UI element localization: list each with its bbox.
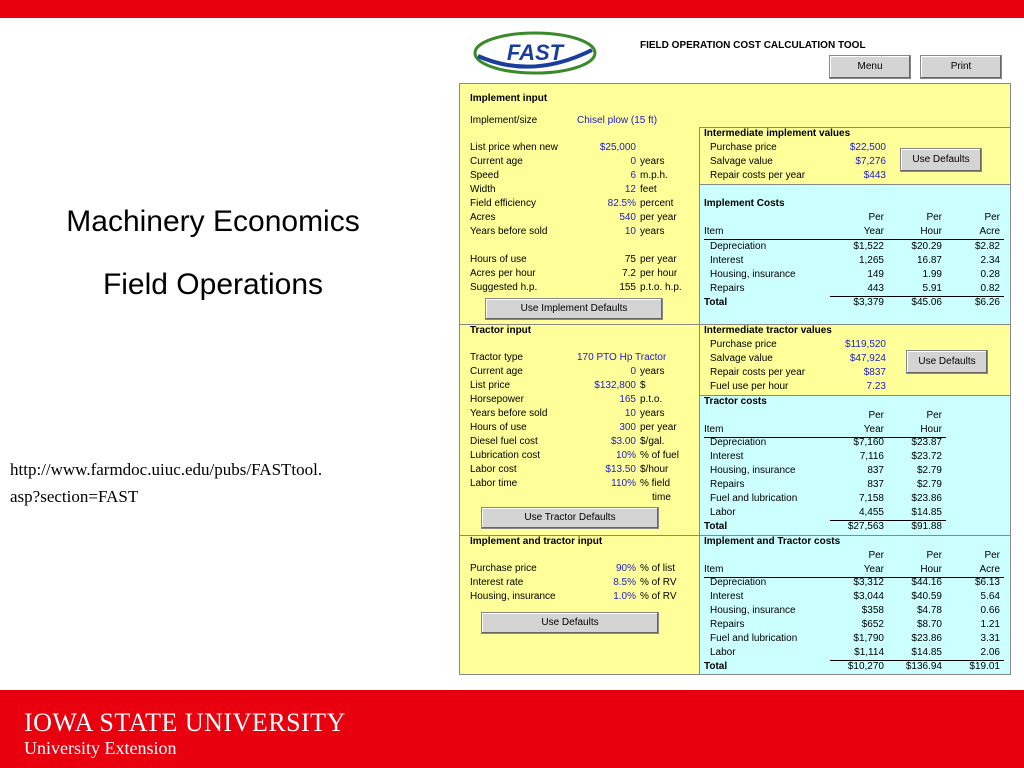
list-item (700, 141, 900, 155)
field-unit: per year (640, 254, 677, 265)
cell: $3,044 (853, 591, 884, 602)
cell: 2.34 (980, 255, 1000, 266)
labor-cost-input[interactable]: $13.50 (605, 464, 636, 475)
lubrication-cost-input[interactable]: 10% (615, 450, 636, 461)
column-header: Hour (920, 424, 942, 435)
field-value: 75 (624, 254, 636, 265)
field-value: 155 (619, 282, 636, 293)
column-header: Hour (920, 564, 942, 575)
cell: 149 (867, 269, 884, 280)
list-price-input[interactable]: $25,000 (599, 142, 636, 153)
cell: $91.88 (911, 521, 942, 532)
list-item (460, 590, 699, 604)
field-label: Diesel fuel cost (470, 436, 538, 447)
row-label: Depreciation (710, 577, 767, 588)
cell: $14.85 (911, 647, 942, 658)
table-row (700, 492, 1010, 506)
field-unit: $/hour (640, 464, 669, 475)
field-value: 7.23 (866, 381, 886, 392)
row-label: Labor (710, 647, 736, 658)
list-item (460, 141, 699, 155)
field-value: $7,276 (855, 156, 886, 167)
cell: $6.26 (974, 297, 1000, 308)
field-label: Labor time (470, 478, 518, 489)
list-item (460, 365, 699, 379)
row-label: Total (704, 297, 728, 308)
list-item (460, 477, 699, 491)
acres-input[interactable]: 540 (619, 212, 636, 223)
cell: 5.64 (980, 591, 1000, 602)
field-unit: p.t.o. h.p. (640, 282, 682, 293)
cell: 2.06 (980, 647, 1000, 658)
labor-time-input[interactable]: 110% (611, 478, 636, 489)
cell: $20.29 (911, 241, 942, 252)
field-label: Fuel use per hour (710, 381, 789, 392)
tool-title: FIELD OPERATION COST CALCULATION TOOL (640, 40, 866, 51)
field-unit: per hour (640, 268, 678, 279)
cell: $2.79 (916, 479, 942, 490)
tractor-hours-input[interactable]: 300 (619, 422, 636, 433)
cell: 0.66 (980, 605, 1000, 616)
field-label: List price when new (470, 142, 558, 153)
field-value: $837 (863, 367, 886, 378)
field-unit: percent (640, 198, 674, 209)
column-header: Acre (979, 564, 1000, 575)
cell: $4.78 (916, 605, 942, 616)
cell: $19.01 (969, 661, 1000, 672)
cell: $23.72 (911, 451, 942, 462)
column-header: Per (984, 550, 1000, 561)
field-label: Years before sold (470, 226, 548, 237)
field-efficiency-input[interactable]: 82.5% (607, 198, 636, 209)
field-value: $443 (863, 170, 886, 181)
field-label: Labor cost (470, 464, 517, 475)
column-header: Per (984, 212, 1000, 223)
tractor-years-before-sold-input[interactable]: 10 (624, 408, 636, 419)
list-item (460, 407, 699, 421)
field-value: 7.2 (622, 268, 636, 279)
cell: 16.87 (916, 255, 942, 266)
table-row (700, 240, 1010, 254)
cell: 4,455 (858, 507, 884, 518)
cell: $3,379 (853, 297, 884, 308)
column-header: Per (926, 410, 942, 421)
field-label: Purchase price (470, 563, 537, 574)
column-header: Year (863, 424, 884, 435)
impl-tractor-costs-header: Implement and Tractor costs (704, 536, 841, 547)
implement-input-header: Implement input (470, 93, 548, 104)
list-item (700, 352, 900, 366)
field-unit: years (640, 156, 665, 167)
field-label: Hours of use (470, 422, 527, 433)
field-unit: time (652, 492, 671, 503)
field-unit: % of RV (640, 591, 677, 602)
cell: 0.82 (980, 283, 1000, 294)
list-item (460, 183, 699, 197)
cell: $6.13 (974, 577, 1000, 588)
horsepower-input[interactable]: 165 (619, 394, 636, 405)
row-label: Labor (710, 507, 736, 518)
table-row (700, 576, 1010, 590)
list-item (700, 380, 900, 394)
cell: $2.79 (916, 465, 942, 476)
column-header: Year (863, 226, 884, 237)
implement-costs-panel (700, 184, 1010, 324)
field-unit: % of list (640, 563, 676, 574)
source-url[interactable] (10, 456, 440, 510)
tractor-list-price-input[interactable]: $132,800 (594, 380, 636, 391)
slide-title-line1: Machinery Economics (66, 205, 360, 238)
table-row (700, 646, 1010, 660)
row-label: Fuel and lubrication (710, 633, 798, 644)
row-label: Depreciation (710, 241, 767, 252)
list-item (700, 169, 900, 183)
field-label: Speed (470, 170, 499, 181)
field-unit: years (640, 226, 665, 237)
cell: 7,158 (858, 493, 884, 504)
list-item (460, 421, 699, 435)
source-url-line1: http://www.farmdoc.uiuc.edu/pubs/FASTtool. (10, 460, 323, 479)
tractor-type-label: Tractor type (470, 352, 523, 363)
field-unit: % field (640, 478, 671, 489)
table-row (700, 254, 1010, 268)
field-label: Hours of use (470, 254, 527, 265)
table-row (700, 268, 1010, 282)
cell: 443 (867, 283, 884, 294)
table-total-row (700, 296, 1010, 310)
field-unit: $/gal. (640, 436, 665, 447)
field-label: Repair costs per year (710, 170, 806, 181)
fast-logo-text: FAST (506, 40, 564, 65)
list-item (700, 338, 900, 352)
column-header: Hour (920, 226, 942, 237)
cell: $652 (861, 619, 884, 630)
cell: 7,116 (859, 451, 884, 462)
cell: 837 (867, 465, 884, 476)
university-logo-text: IOWA STATE UNIVERSITY (24, 708, 346, 737)
purchase-price-pct-input[interactable]: 90% (615, 563, 636, 574)
list-item (460, 393, 699, 407)
table-header (700, 563, 1010, 577)
print-button[interactable]: Print (920, 55, 1002, 79)
list-item (460, 562, 699, 576)
field-label: Width (470, 184, 496, 195)
tractor-input-header: Tractor input (470, 325, 532, 336)
cell: $10,270 (847, 661, 884, 672)
field-label: Horsepower (470, 394, 524, 405)
cell: 1.21 (980, 619, 1000, 630)
cell: $7,160 (853, 437, 884, 448)
use-defaults-implement-button[interactable]: Use Defaults (900, 148, 982, 172)
list-item (460, 435, 699, 449)
column-header: Acre (979, 226, 1000, 237)
menu-button[interactable]: Menu (829, 55, 911, 79)
width-input[interactable]: 12 (624, 184, 636, 195)
cell: $358 (861, 605, 884, 616)
diesel-cost-input[interactable]: $3.00 (610, 436, 636, 447)
column-header: Year (863, 564, 884, 575)
list-item (460, 169, 699, 183)
years-before-sold-input[interactable]: 10 (624, 226, 636, 237)
column-header: Per (868, 212, 884, 223)
housing-insurance-input[interactable]: 1.0% (613, 591, 636, 602)
column-header: Per (868, 410, 884, 421)
implement-input-panel (460, 84, 699, 324)
table-total-row (700, 660, 1010, 674)
field-label: Suggested h.p. (470, 282, 538, 293)
field-label: Housing, insurance (470, 591, 556, 602)
row-label: Housing, insurance (710, 269, 796, 280)
list-item (460, 267, 699, 281)
field-unit: per year (640, 212, 677, 223)
list-item (460, 211, 699, 225)
field-unit: feet (640, 184, 657, 195)
table-row (700, 464, 1010, 478)
column-header: Per (926, 550, 942, 561)
cell: $23.86 (911, 493, 942, 504)
field-unit: per year (640, 422, 677, 433)
list-item (460, 449, 699, 463)
field-label: Acres (470, 212, 496, 223)
current-age-input[interactable]: 0 (630, 156, 636, 167)
top-red-bar (0, 0, 1024, 18)
table-header (700, 211, 1010, 225)
field-label: Purchase price (710, 339, 777, 350)
field-unit: $ (640, 380, 646, 391)
field-label: Current age (470, 156, 523, 167)
column-header: Per (926, 212, 942, 223)
list-item (460, 225, 699, 239)
row-label: Total (704, 661, 728, 672)
column-header: Item (704, 424, 724, 435)
cell: $27,563 (847, 521, 884, 532)
field-label: Interest rate (470, 577, 524, 588)
implement-size-select[interactable]: Chisel plow (15 ft) (577, 115, 658, 126)
row-label: Housing, insurance (710, 465, 796, 476)
cell: 837 (867, 479, 884, 490)
list-item (460, 463, 699, 477)
field-value: $47,924 (849, 353, 886, 364)
row-label: Repairs (710, 619, 745, 630)
cell: $23.87 (911, 437, 942, 448)
field-label: Salvage value (710, 353, 773, 364)
cell: 3.31 (980, 633, 1000, 644)
tractor-costs-header: Tractor costs (704, 396, 767, 407)
cell: 1,265 (858, 255, 884, 266)
field-unit: years (640, 366, 665, 377)
table-row (700, 590, 1010, 604)
source-url-line2: asp?section=FAST (10, 487, 139, 506)
cell: 1.99 (922, 269, 942, 280)
impl-tractor-input-header: Implement and tractor input (470, 536, 603, 547)
use-defaults-impl-tractor-button[interactable]: Use Defaults (481, 612, 659, 634)
cell: $23.86 (911, 633, 942, 644)
speed-input[interactable]: 6 (630, 170, 636, 181)
fast-logo (472, 30, 598, 76)
field-unit: % of fuel (640, 450, 679, 461)
cell: $45.06 (911, 297, 942, 308)
cell: $136.94 (905, 661, 942, 672)
table-header (700, 409, 1010, 423)
field-label: Years before sold (470, 408, 548, 419)
field-value: $119,520 (845, 339, 886, 350)
field-label: Current age (470, 366, 523, 377)
cell: 5.91 (922, 283, 942, 294)
row-label: Fuel and lubrication (710, 493, 798, 504)
university-extension-text: University Extension (24, 738, 177, 758)
row-label: Interest (710, 451, 744, 462)
row-label: Interest (710, 591, 744, 602)
implement-costs-header: Implement Costs (704, 198, 785, 209)
field-label: Salvage value (710, 156, 773, 167)
cell: $2.82 (974, 241, 1000, 252)
column-header: Item (704, 564, 724, 575)
impl-tractor-input-panel (460, 535, 699, 674)
field-value: $22,500 (849, 142, 886, 153)
tractor-type-select[interactable]: 170 PTO Hp Tractor (577, 352, 667, 363)
table-row (700, 436, 1010, 450)
field-label: Repair costs per year (710, 367, 806, 378)
table-row (700, 450, 1010, 464)
cell: $3,312 (853, 577, 884, 588)
cell: 0.28 (980, 269, 1000, 280)
row-label: Housing, insurance (710, 605, 796, 616)
implement-size-label: Implement/size (470, 115, 538, 126)
slide-title-line2: Field Operations (102, 268, 324, 301)
list-item (460, 379, 699, 393)
table-row (700, 618, 1010, 632)
table-header (700, 225, 1010, 239)
field-unit: p.t.o. (640, 394, 663, 405)
impl-tractor-costs-panel (700, 535, 1010, 674)
table-row (700, 604, 1010, 618)
field-label: Acres per hour (470, 268, 536, 279)
cell: $14.85 (911, 507, 942, 518)
tractor-current-age-input[interactable]: 0 (630, 366, 636, 377)
table-header (700, 549, 1010, 563)
column-header: Item (704, 226, 724, 237)
list-item (460, 253, 699, 267)
field-label: Field efficiency (470, 198, 536, 209)
table-row (700, 282, 1010, 296)
intermediate-implement-header: Intermediate implement values (704, 128, 851, 139)
field-label: Lubrication cost (470, 450, 541, 461)
list-item (460, 197, 699, 211)
use-defaults-tractor-button[interactable]: Use Defaults (906, 350, 988, 374)
table-header (700, 423, 1010, 437)
list-item (460, 576, 699, 590)
cell: $44.16 (911, 577, 942, 588)
field-unit: years (640, 408, 665, 419)
row-label: Repairs (710, 479, 745, 490)
row-label: Total (704, 521, 728, 532)
cell: $40.59 (911, 591, 942, 602)
table-row (700, 506, 1010, 520)
cell: $1,790 (853, 633, 884, 644)
cell: $1,114 (854, 647, 884, 658)
cell: $8.70 (916, 619, 942, 630)
column-header: Per (868, 550, 884, 561)
list-item (700, 366, 900, 380)
list-item (460, 281, 699, 295)
row-label: Depreciation (710, 437, 767, 448)
intermediate-tractor-header: Intermediate tractor values (704, 325, 832, 336)
table-total-row (700, 520, 1010, 534)
tractor-costs-panel (700, 395, 1010, 535)
row-label: Repairs (710, 283, 745, 294)
field-unit: m.p.h. (640, 170, 668, 181)
list-item (460, 155, 699, 169)
field-label: Purchase price (710, 142, 777, 153)
tractor-input-panel (460, 324, 699, 535)
list-item (700, 155, 900, 169)
cell: $1,522 (853, 241, 884, 252)
use-tractor-defaults-button[interactable]: Use Tractor Defaults (481, 507, 659, 529)
row-label: Interest (710, 255, 744, 266)
use-implement-defaults-button[interactable]: Use Implement Defaults (485, 298, 663, 320)
field-label: List price (470, 380, 511, 391)
table-row (700, 478, 1010, 492)
field-unit: % of RV (640, 577, 677, 588)
interest-rate-input[interactable]: 8.5% (613, 577, 636, 588)
table-row (700, 632, 1010, 646)
